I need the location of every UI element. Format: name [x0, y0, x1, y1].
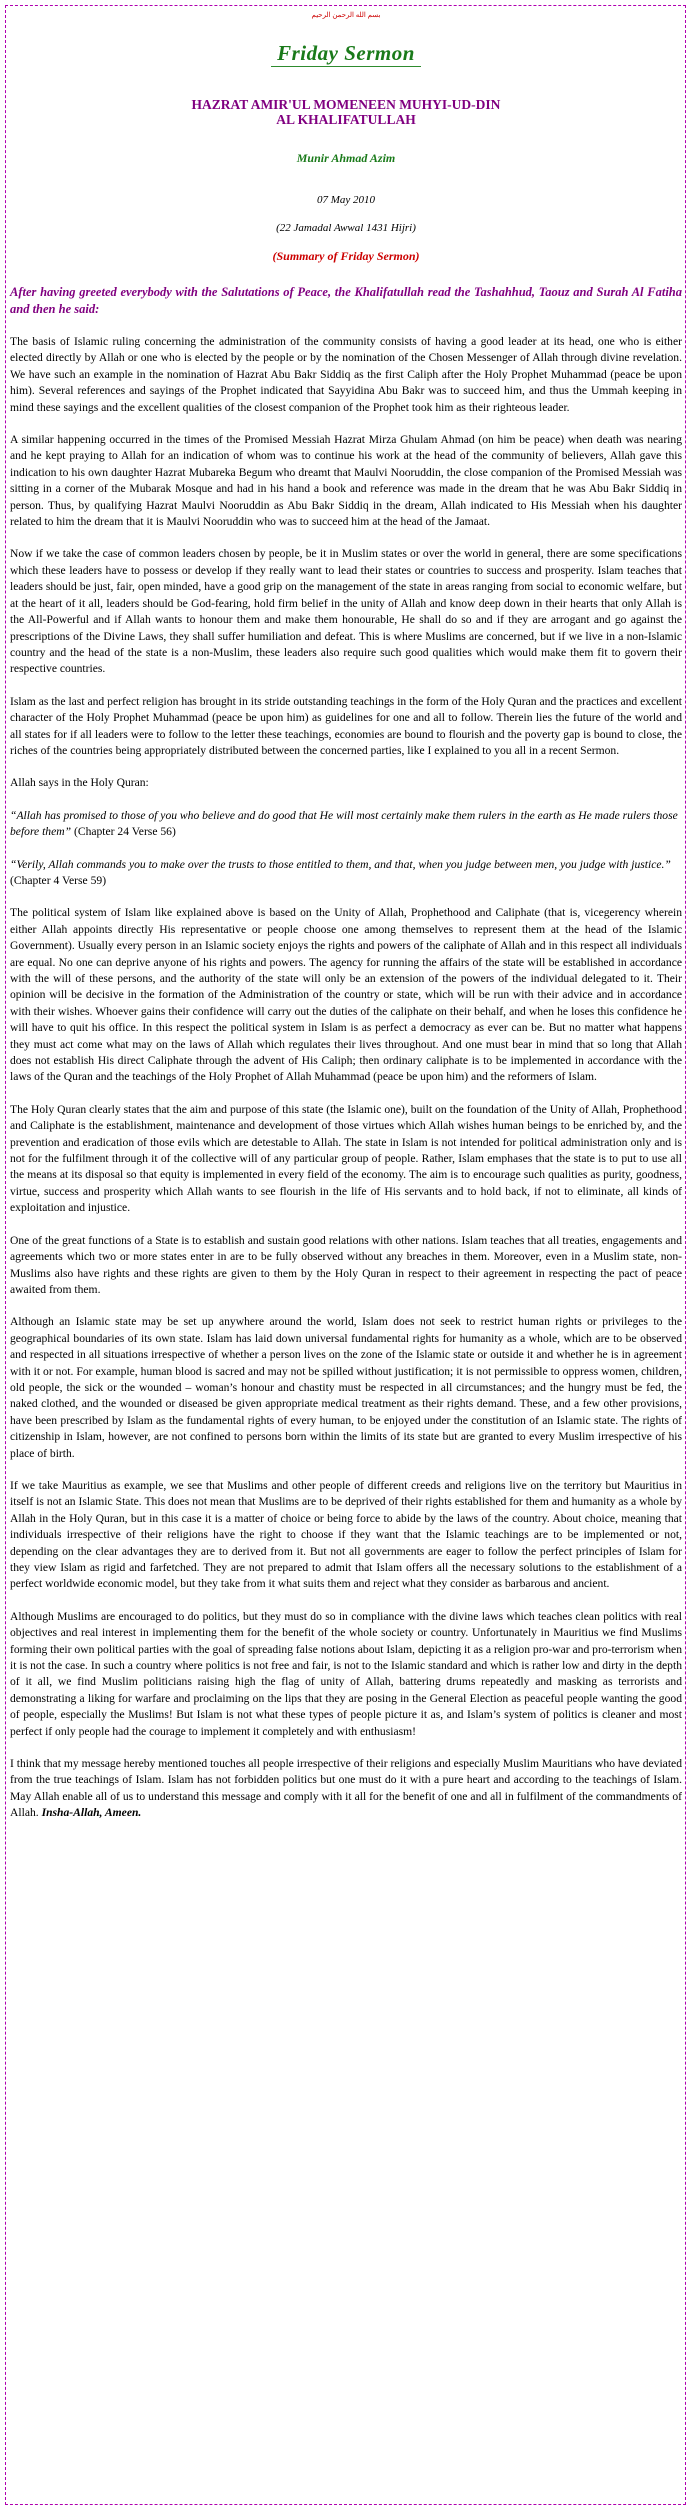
- page-title: Friday Sermon: [277, 41, 415, 65]
- paragraph: Although Muslims are encouraged to do politics, but they must do so in compliance with the divine laws which teaches clean politics with real objectives and real interest in implementing them for the benefit of the whole society or country. Unfortunately in Mauritius we find Muslims forming their own political parties with the goal of spreading false notions about Islam, depicting it as a religion pro-war and pro-terrorism when it is not the case. In such a country where politics is not free and fair, is not to the Islamic standard and which is rather low and dirty in the depth of it all, we find Muslim politicians raising high the flag of unity of Allah, battering drums repeatedly and masking as terrorists and demonstrating a liking for warfare and proclaiming on the lips that they are posing in the General Election as peaceful people wanting the good of people, especially the Muslims! But Islam is not what these types of people picture it as, and Islam’s system of politics is cleaner and most perfect if only people had the courage to implement it completely and with enthusiasm!: [10, 1609, 682, 1738]
- closing-text: I think that my message hereby mentioned touches all people irrespective of their religions and especially Muslim Mauritians who have deviated from the true teachings of Islam. Islam has not forbidden politics but one must do it with a pure heart and according to the teachings of Islam. May Allah enable all of us to understand this message and comply with it all for the benefit of one and all in fulfilment of the commandments of Allah.: [10, 1757, 682, 1820]
- speaker-line-1: HAZRAT AMIR'UL MOMENEEN MUHYI-UD-DIN: [191, 97, 501, 112]
- quran-verse: [10, 808, 682, 841]
- quran-verse: [10, 857, 682, 890]
- verse-text: “Allah has promised to those of you who believe and do good that He will most certainly make them rulers in the earth as He made rulers those before them”: [10, 808, 678, 839]
- paragraph: If we take Mauritius as example, we see that Muslims and other people of different creeds and religions live on the territory but Mauritius in itself is not an Islamic State. This does not mean that Muslims are to be deprived of their rights established for them and humanity as a whole by Allah in the Holy Quran, but in this case it is a matter of choice or being force to abide by the laws of the country. About choice, meaning that individuals irrespective of their religions have the right to choose if they want that the Islamic teachings are to be implemented or not, depending on the clear advantages they are to derived from it. But not all governments are eager to follow the perfect principles of Islam for they view Islam as rigid and farfetched. They are not prepared to admit that Islam offers all the necessary solutions to the establishment of a perfect worldwide economic model, but they take from it what suits them and reject what they consider as barbarous and ancient.: [10, 1478, 682, 1591]
- paragraph: One of the great functions of a State is to establish and sustain good relations with other nations. Islam teaches that all treaties, engagements and agreements which two or more states enter in are to be fully observed without any breaches in them. Moreover, even in a Muslim state, non-Muslims also have rights and these rights are given to them by the Holy Quran in respect to their agreement in respecting the pact of peace awaited from them.: [10, 1233, 682, 1296]
- paragraph: Allah says in the Holy Quran:: [10, 776, 149, 790]
- closing-paragraph: [10, 1756, 682, 1822]
- paragraph: The basis of Islamic ruling concerning the administration of the community consists of having a good leader at its head, one who is either elected directly by Allah or one who is elected by the people or by the nomination of the Chosen Messenger of Allah through divine revelation. We have such an example in the nomination of Hazrat Abu Bakr Siddiq as the first Caliph after the Holy Prophet Muhammad (peace be upon him). Several references and sayings of the Prophet indicated that Sayyidina Abu Bakr was to succeed him, and thus the Ummah keeping in mind these sayings and the excellent qualities of the closest companion of the Prophet took him as their righteous leader.: [10, 335, 682, 414]
- basmala: بسم الله الرحمن الرحيم: [311, 11, 381, 19]
- intro-paragraph: After having greeted everybody with the Salutations of Peace, the Khalifatullah read the Tashahhud, Taouz and Surah Al Fatiha and then he said:: [10, 285, 682, 316]
- paragraph: Islam as the last and perfect religion has brought in its stride outstanding teachings in the form of the Holy Quran and the practices and excellent character of the Holy Prophet Muhammad (peace be upon him) as guidelines for one and all to follow. Therein lies the future of the world and all states for if all leaders were to follow to the letter these teachings, economies are bound to flourish and the poverty gap is bound to close, the riches of the countries being appropriately distributed between the concerned parties, like I explained to you all in a recent Sermon.: [10, 694, 682, 757]
- title-divider: [271, 66, 421, 67]
- sermon-page: [5, 5, 686, 2505]
- closing-prayer: Insha-Allah, Ameen.: [41, 1806, 142, 1820]
- author-name: Munir Ahmad Azim: [296, 151, 396, 165]
- verse-text: “Verily, Allah commands you to make over the trusts to those entitled to them, and that, when you judge between men, you judge with justice.”: [10, 857, 671, 871]
- paragraph: Now if we take the case of common leaders chosen by people, be it in Muslim states or over the world in general, there are some specifications which these leaders have to possess or develop if they really want to lead their states or countries to success and prosperity. Islam teaches that leaders should be just, fair, open minded, have a good grip on the management of the state in areas ranging from social to economic welfare, but at the heart of it all, leaders should be God-fearing, hold firm belief in the unity of Allah and know deep down in their hearts that only Allah is the All-Powerful and if Allah wants to honour them and make them honourable, He shall do so and if they are arrogant and go against the prescriptions of the Divine Laws, they shall suffer humiliation and defeat. This is where Muslims are concerned, but if we live in a non-Islamic country and the head of the state is a non-Muslim, these leaders also require such good qualities which would make them fit to govern their respective countries.: [10, 547, 682, 676]
- verse-reference: (Chapter 4 Verse 59): [10, 873, 107, 887]
- speaker-line-2: AL KHALIFATULLAH: [276, 111, 416, 127]
- paragraph: The Holy Quran clearly states that the aim and purpose of this state (the Islamic one), built on the foundation of the Unity of Allah, Prophethood and Caliphate is the establishment, maintenance and development of those virtues which Allah wishes human beings to be enriched by, and the prevention and eradication of those evils which are detestable to Allah. The state in Islam is not intended for political administration only and is not for the fulfilment through it of the collective will of any particular group of people. Rather, Islam emphases that the state is to put to use all the means at its disposal so that equity is implemented in every field of the economy. The aim is to encourage such qualities as purity, goodness, virtue, success and prosperity which Allah wants to see flourish in the life of His servants and to hold back, if not to eliminate, all kinds of exploitation and injustice.: [10, 1102, 682, 1215]
- verse-reference: (Chapter 24 Verse 56): [71, 825, 176, 839]
- summary-label: (Summary of Friday Sermon): [272, 249, 420, 263]
- paragraph: A similar happening occurred in the times of the Promised Messiah Hazrat Mirza Ghulam Ahmad (on him be peace) when death was nearing and he kept praying to Allah for an indication of whom was to continue his work at the head of the community of believers, Allah gave this indication to his own daughter Hazrat Mubareka Begum who dreamt that Maulvi Nooruddin, the close companion of the Promised Messiah was sitting in a corner of the Mubarak Mosque and had in his hand a book and reference was made in the dream that he was Abu Bakr Siddiq in person. Thus, by qualifying Hazrat Maulvi Nooruddin as Abu Bakr Siddiq in the dream, Allah indicated to His Messiah when his daughter related to him the dream that it is Maulvi Nooruddin who was to succeed him at the head of the Jamaat.: [10, 433, 682, 529]
- paragraph: Although an Islamic state may be set up anywhere around the world, Islam does not seek to restrict human rights or privileges to the geographical boundaries of its own state. Islam has laid down universal fundamental rights for humanity as a whole, which are to be observed and respected in all situations irrespective of whether a person lives on the zone of the Islamic state or outside it and whether he is in agreement with it or not. For example, human blood is sacred and may not be spilled without justification; it is not permissible to oppress women, children, old people, the sick or the wounded – woman’s honour and chastity must be respected in all circumstances; and the hungry must be fed, the naked clothed, and the wounded or diseased be given appropriate medical treatment as their rights demand. These, and a few other provisions, have been prescribed by Islam as the fundamental rights of every human, to be enjoyed under the constitution of an Islamic state. The rights of citizenship in Islam, however, are not confined to persons born within the limits of its state but are granted to every Muslim irrespective of his place of birth.: [10, 1315, 682, 1460]
- hijri-date: (22 Jamadal Awwal 1431 Hijri): [276, 222, 416, 234]
- sermon-date: 07 May 2010: [316, 194, 376, 206]
- paragraph: The political system of Islam like explained above is based on the Unity of Allah, Prophethood and Caliphate (that is, vicegerency wherein either Allah appoints directly His representative or people choose one among themselves to represent them at the head of the Islamic Government). Usually every person in an Islamic society enjoys the rights and powers of the caliphate of Allah and in this respect all individuals are equal. No one can deprive anyone of his rights and powers. The agency for running the affairs of the state will be established in accordance with the will of these persons, and the authority of the state will only be an extension of the powers of the individual delegated to it. Their opinion will be decisive in the formation of the Administration of the country or state, which will be run with their advice and in accordance with their wishes. Whoever gains their confidence will carry out the duties of the caliphate on their behalf, and when he loses this confidence he will have to quit his office. In this respect the political system in Islam is as perfect a democracy as ever can be. But no matter what happens they must act come what may on the laws of Allah which regulates their lives throughout. And one must bear in mind that so long that Allah does not establish His direct Caliphate through the advent of His Caliph; then ordinary caliphate is to be implemented in accordance with the laws of the Quran and the teachings of the Holy Prophet of Allah Muhammad (peace be upon him) and the reformers of Islam.: [10, 906, 682, 1084]
- speaker-title: [10, 98, 682, 127]
